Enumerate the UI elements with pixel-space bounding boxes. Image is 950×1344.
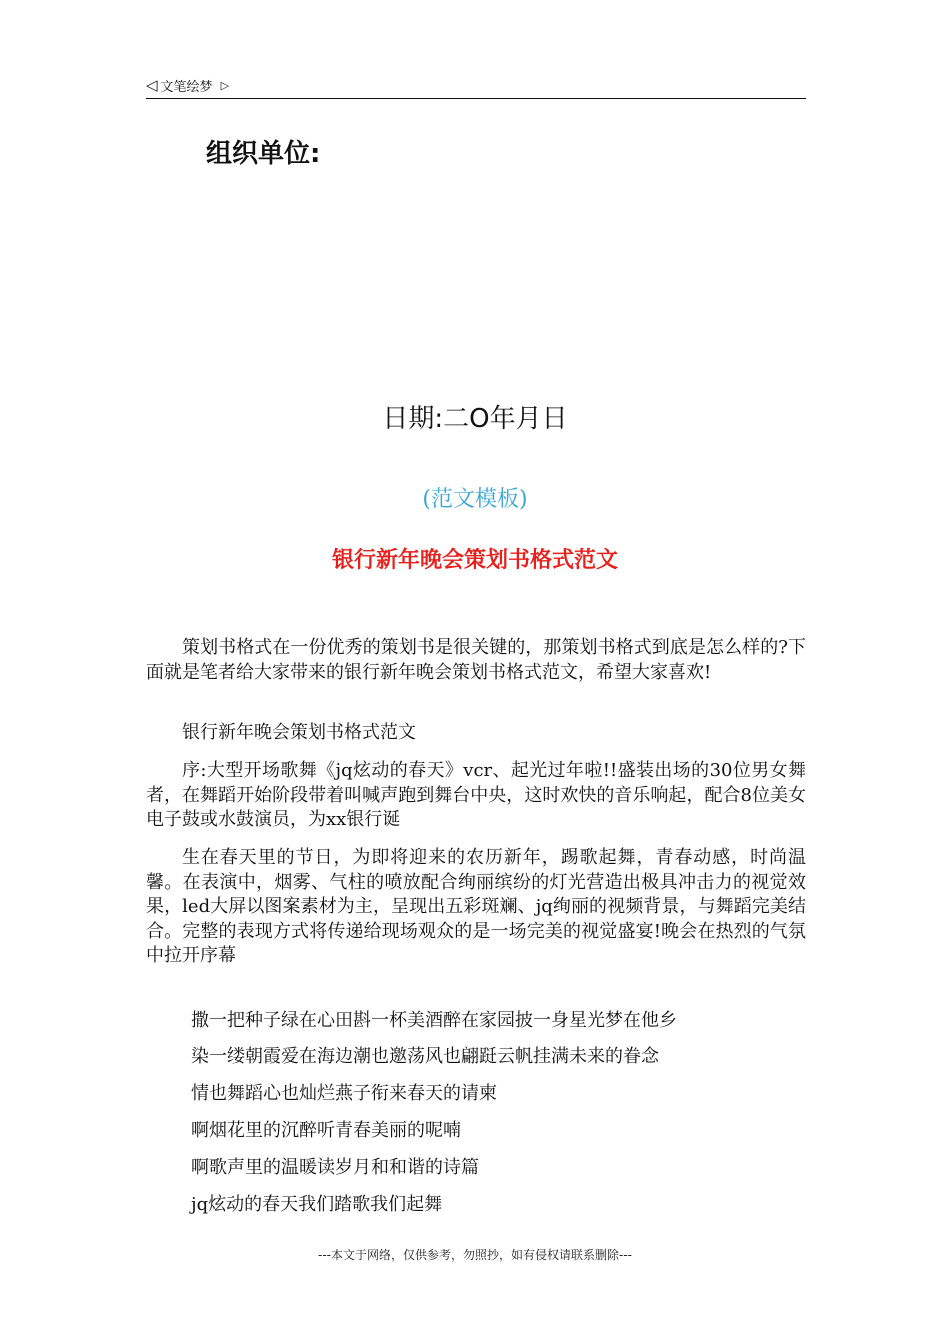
lyric-line: 染一缕朝霞爱在海边潮也邀荡风也翩跹云帆挂满未来的眷念 bbox=[191, 1046, 659, 1067]
intro-paragraph: 策划书格式在一份优秀的策划书是很关键的，那策划书格式到底是怎么样的?下面就是笔者给大家带来的银行新年晚会策划书格式范文，希望大家喜欢! bbox=[146, 637, 806, 683]
body-paragraph: 生在春天里的节日，为即将迎来的农历新年，踢歌起舞，青春动感，时尚温馨。在表演中，烟雾、气柱的喷放配合绚丽缤纷的灯光营造出极具冲击力的视觉效果，led大屏以图案素材为主，呈现出五彩斑斓、jq绚丽的视频背景，与舞蹈完美结合。完整的表现方式将传递给现场观众的是一场完美的视觉盛宴!晚会在热烈的气氛中拉开序幕 bbox=[146, 847, 806, 966]
footer-notice: ---本文于网络，仅供参考，勿照抄，如有侵权请联系删除--- bbox=[318, 1248, 632, 1262]
lyric-line: 撒一把种子绿在心田斟一杯美酒醉在家园披一身星光梦在他乡 bbox=[191, 1010, 677, 1031]
triangle-right-icon: ▷ bbox=[220, 78, 230, 92]
lyric-line: jq炫动的春天我们踏歌我们起舞 bbox=[191, 1194, 443, 1215]
triangle-left-icon: ◁ bbox=[146, 76, 158, 94]
template-note: (范文模板) bbox=[422, 487, 528, 512]
organization-label: 组织单位: bbox=[206, 139, 321, 169]
page-header bbox=[146, 72, 806, 99]
body-paragraph: 序:大型开场歌舞《jq炫动的春天》vcr、起光过年啦!!盛装出场的30位男女舞者，在舞蹈开始阶段带着叫喊声跑到舞台中央，这时欢快的音乐响起，配合8位美女电子鼓或水鼓演员，为xx银行诞 bbox=[146, 760, 806, 830]
section-heading: 银行新年晚会策划书格式范文 bbox=[182, 722, 416, 743]
lyric-line: 啊歌声里的温暖读岁月和和谐的诗篇 bbox=[191, 1157, 479, 1178]
lyric-line: 啊烟花里的沉醉听青春美丽的呢喃 bbox=[191, 1120, 461, 1141]
date-label: 日期:二O年月日 bbox=[382, 404, 568, 434]
document-title: 银行新年晚会策划书格式范文 bbox=[331, 548, 618, 573]
brand-name: 文笔绘梦 bbox=[160, 79, 213, 95]
lyric-line: 情也舞蹈心也灿烂燕子衔来春天的请柬 bbox=[191, 1083, 497, 1104]
